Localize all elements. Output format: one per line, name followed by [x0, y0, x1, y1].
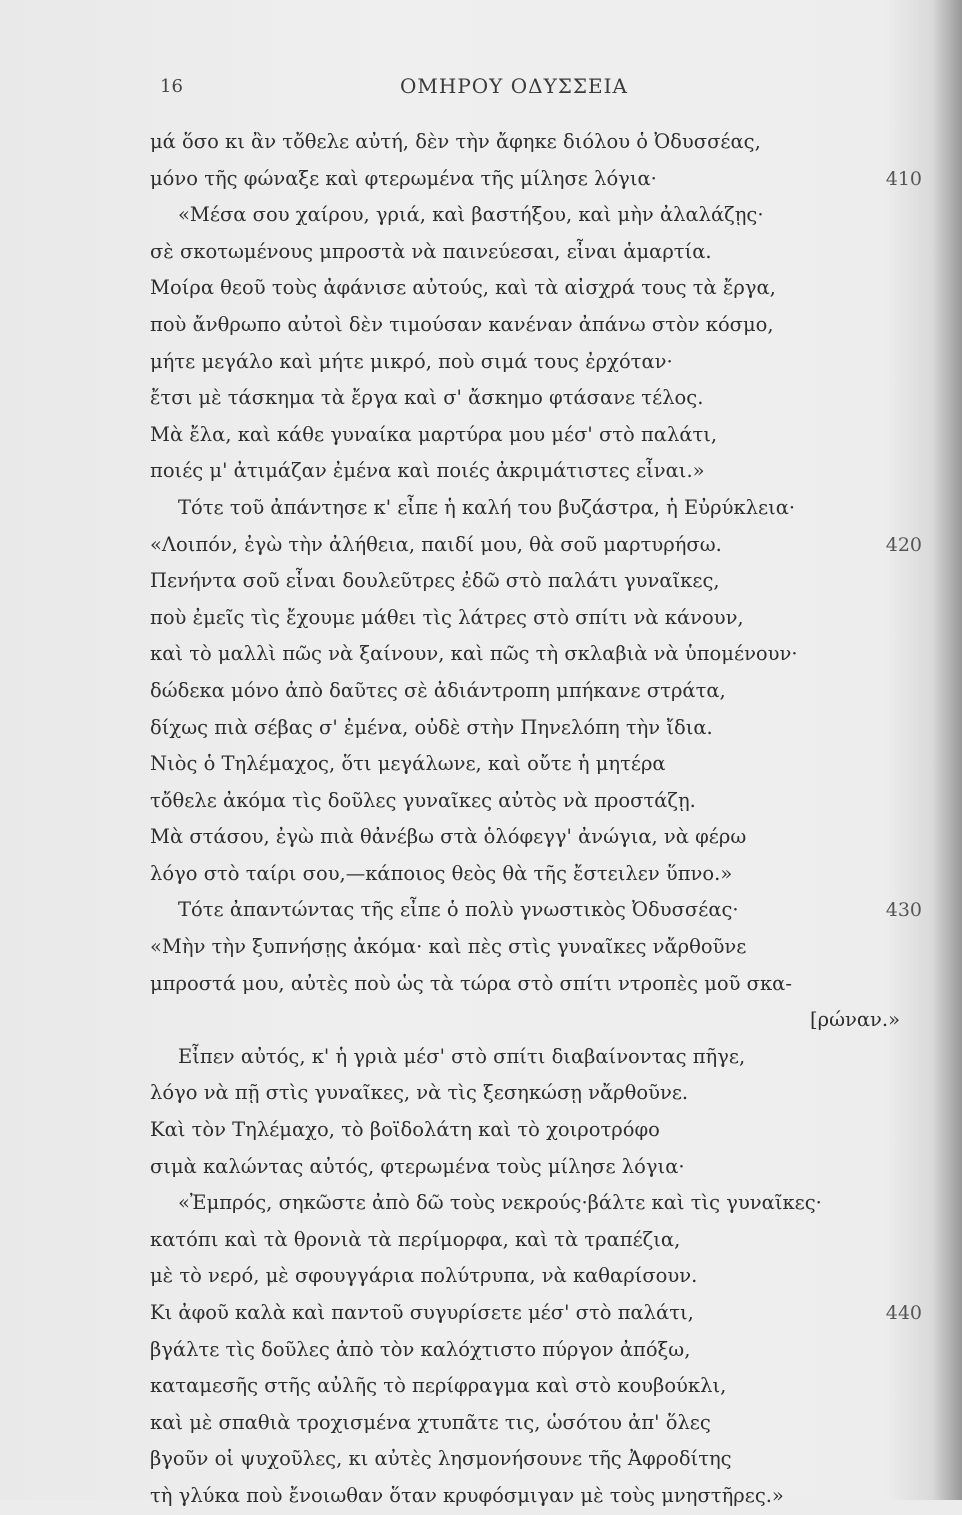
verse-line	[150, 929, 910, 966]
verse-line	[150, 746, 910, 783]
verse-line	[150, 234, 910, 271]
verse-line	[150, 600, 910, 637]
verse-line	[150, 1222, 910, 1259]
verse-line	[150, 417, 910, 454]
verse-text: καὶ μὲ σπαθιὰ τροχισμένα χτυπᾶτε τις, ὡσότου ἀπ' ὅλες	[150, 1410, 711, 1434]
verse-line	[150, 344, 910, 381]
verse-line	[150, 1441, 910, 1478]
verse-line	[150, 1039, 910, 1076]
verse-line	[150, 453, 910, 490]
verse-text: καὶ τὸ μαλλὶ πῶς νὰ ξαίνουν, καὶ πῶς τὴ σκλαβιὰ νὰ ὑπομένουν·	[150, 642, 798, 666]
verse-text: δίχως πιὰ σέβας σ' ἐμένα, οὐδὲ στὴν Πηνελόπη τὴν ἴδια.	[150, 715, 713, 739]
verse-text: Νιὸς ὁ Τηλέμαχος, ὅτι μεγάλωνε, καὶ οὔτε ἡ μητέρα	[150, 752, 666, 776]
line-number: 420	[885, 533, 922, 556]
verse-line	[150, 636, 910, 673]
verse-text: Κι ἀφοῦ καλὰ καὶ παντοῦ συγυρίσετε μέσ' στὸ παλάτι,	[150, 1301, 694, 1324]
verse-text: λόγο νὰ πῇ στὶς γυναῖκες, νὰ τὶς ξεσηκώσῃ νἄρθοῦνε.	[150, 1081, 689, 1105]
verse-text: Μοίρα θεοῦ τοὺς ἀφάνισε αὐτούς, καὶ τὰ αἰσχρά τους τὰ ἔργα,	[150, 276, 776, 300]
verse-text: Εἶπεν αὐτός, κ' ἡ γριὰ μέσ' στὸ σπίτι διαβαίνοντας πῆγε,	[178, 1044, 746, 1068]
running-title: ΟΜΗΡΟΥ ΟΔΥΣΣΕΙΑ	[400, 74, 628, 98]
verse-line	[150, 490, 910, 527]
verse-line	[150, 1112, 910, 1149]
verse-text: δώδεκα μόνο ἀπὸ δαῦτες σὲ ἀδιάντροπη μπήκανε στράτα,	[150, 678, 726, 702]
verse-line	[150, 856, 910, 893]
line-number: 410	[885, 167, 922, 190]
verse-block	[150, 124, 922, 1515]
verse-text: ποιές μ' ἀτιμάζαν ἐμένα καὶ ποιές ἀκριμάτιστες εἶναι.»	[150, 459, 705, 483]
verse-text: λόγο στὸ ταίρι σου,—κάποιος θεὸς θὰ τῆς ἔστειλεν ὕπνο.»	[150, 861, 733, 885]
verse-line	[150, 270, 910, 307]
verse-text: μπροστά μου, αὐτὲς ποὺ ὡς τὰ τώρα στὸ σπίτι ντροπὲς μοῦ σκα-	[150, 971, 792, 995]
verse-text: σὲ σκοτωμένους μπροστὰ νὰ παινεύεσαι, εἶναι ἁμαρτία.	[150, 239, 712, 263]
line-number: 430	[885, 899, 922, 922]
verse-text: «Ἐμπρός, σηκῶστε ἀπὸ δῶ τοὺς νεκρούς·βάλτε καὶ τὶς γυναῖκες·	[178, 1191, 822, 1215]
verse-line	[150, 1258, 910, 1295]
verse-line	[150, 1185, 910, 1222]
verse-text: Μὰ στάσου, ἐγὼ πιὰ θἀνέβω στὰ ὁλόφεγγ' ἀνώγια, νὰ φέρω	[150, 825, 747, 849]
verse-text: σιμὰ καλώντας αὐτός, φτερωμένα τοὺς μίλησε λόγια·	[150, 1154, 685, 1178]
verse-text: [ρώναν.»	[810, 1008, 900, 1032]
verse-line	[150, 819, 910, 856]
page-number: 16	[160, 76, 183, 97]
verse-text: καταμεσῆς στῆς αὐλῆς τὸ περίφραγμα καὶ στὸ κουβούκλι,	[150, 1374, 727, 1398]
verse-line	[150, 1368, 910, 1405]
verse-text: μόνο τῆς φώναξε καὶ φτερωμένα τῆς μίλησε λόγια·	[150, 166, 657, 190]
verse-line	[150, 307, 910, 344]
page-edge-shadow	[932, 0, 962, 1500]
verse-text: μά ὅσο κι ἂν τὄθελε αὐτή, δὲν τὴν ἄφηκε διόλου ὁ Ὀδυσσέας,	[150, 130, 761, 153]
verse-text: βγάλτε τὶς δοῦλες ἀπὸ τὸν καλόχτιστο πύργον ἀπόξω,	[150, 1337, 691, 1361]
verse-text: ποὺ ἐμεῖς τὶς ἔχουμε μάθει τὶς λάτρες στὸ σπίτι νὰ κάνουν,	[150, 605, 744, 629]
verse-text: ἔτσι μὲ τάσκημα τὰ ἔργα καὶ σ' ἄσκημο φτάσανε τέλος.	[150, 386, 704, 410]
verse-line	[150, 380, 910, 417]
line-number: 440	[885, 1302, 922, 1324]
verse-line	[150, 527, 922, 564]
verse-text: Πενήντα σοῦ εἶναι δουλεῦτρες ἐδῶ στὸ παλάτι γυναῖκες,	[150, 569, 720, 593]
verse-text: Καὶ τὸν Τηλέμαχο, τὸ βοϊδολάτη καὶ τὸ χοιροτρόφο	[150, 1118, 660, 1142]
verse-line	[150, 783, 910, 820]
verse-line	[150, 710, 910, 747]
verse-text: ποὺ ἄνθρωπο αὐτοὶ δὲν τιμούσαν κανέναν ἀπάνω στὸν κόσμο,	[150, 312, 774, 336]
verse-text: βγοῦν οἱ ψυχοῦλες, κι αὐτὲς λησμονήσουνε τῆς Ἀφροδίτης	[150, 1447, 732, 1471]
verse-line	[150, 1075, 910, 1112]
verse-text: κατόπι καὶ τὰ θρονιὰ τὰ περίμορφα, καὶ τὰ τραπέζια,	[150, 1227, 681, 1251]
verse-text: «Λοιπόν, ἐγὼ τὴν ἀλήθεια, παιδί μου, θὰ σοῦ μαρτυρήσω.	[150, 532, 722, 556]
verse-line	[150, 966, 910, 1003]
verse-text: μὲ τὸ νερό, μὲ σφουγγάρια πολύτρυπα, νὰ καθαρίσουν.	[150, 1264, 698, 1288]
verse-text: τὴ γλύκα ποὺ ἔνοιωθαν ὅταν κρυφόσμιγαν μὲ τοὺς μνηστῆρες.»	[150, 1483, 784, 1507]
verse-text: Μὰ ἔλα, καὶ κάθε γυναίκα μαρτύρα μου μέσ' στὸ παλάτι,	[150, 422, 718, 446]
verse-line	[150, 892, 922, 929]
verse-text: μήτε μεγάλο καὶ μήτε μικρό, ποὺ σιμά τους ἐρχόταν·	[150, 349, 673, 373]
verse-line	[150, 1002, 910, 1039]
verse-line	[150, 1295, 922, 1332]
verse-line	[150, 1478, 910, 1515]
verse-line	[150, 673, 910, 710]
verse-text: Τότε ἀπαντώντας τῆς εἶπε ὁ πολὺ γνωστικὸς Ὀδυσσέας·	[178, 898, 739, 922]
verse-text: «Μὴν τὴν ξυπνήσῃς ἀκόμα· καὶ πὲς στὶς γυναῖκες νἄρθοῦνε	[150, 935, 747, 959]
verse-line	[150, 563, 910, 600]
verse-line	[150, 197, 910, 234]
verse-line	[150, 1332, 910, 1369]
verse-text: τὄθελε ἀκόμα τὶς δοῦλες γυναῖκες αὐτὸς νὰ προστάζῃ.	[150, 788, 696, 812]
verse-line	[150, 1405, 910, 1442]
verse-text: Τότε τοῦ ἀπάντησε κ' εἶπε ἡ καλή του βυζάστρα, ἡ Εὐρύκλεια·	[178, 495, 796, 519]
verse-line	[150, 124, 910, 161]
verse-line	[150, 1149, 910, 1186]
verse-text: «Μέσα σου χαίρου, γριά, καὶ βαστήξου, καὶ μὴν ἀλαλάζῃς·	[178, 203, 764, 227]
page-header	[160, 70, 920, 110]
verse-line	[150, 161, 922, 198]
